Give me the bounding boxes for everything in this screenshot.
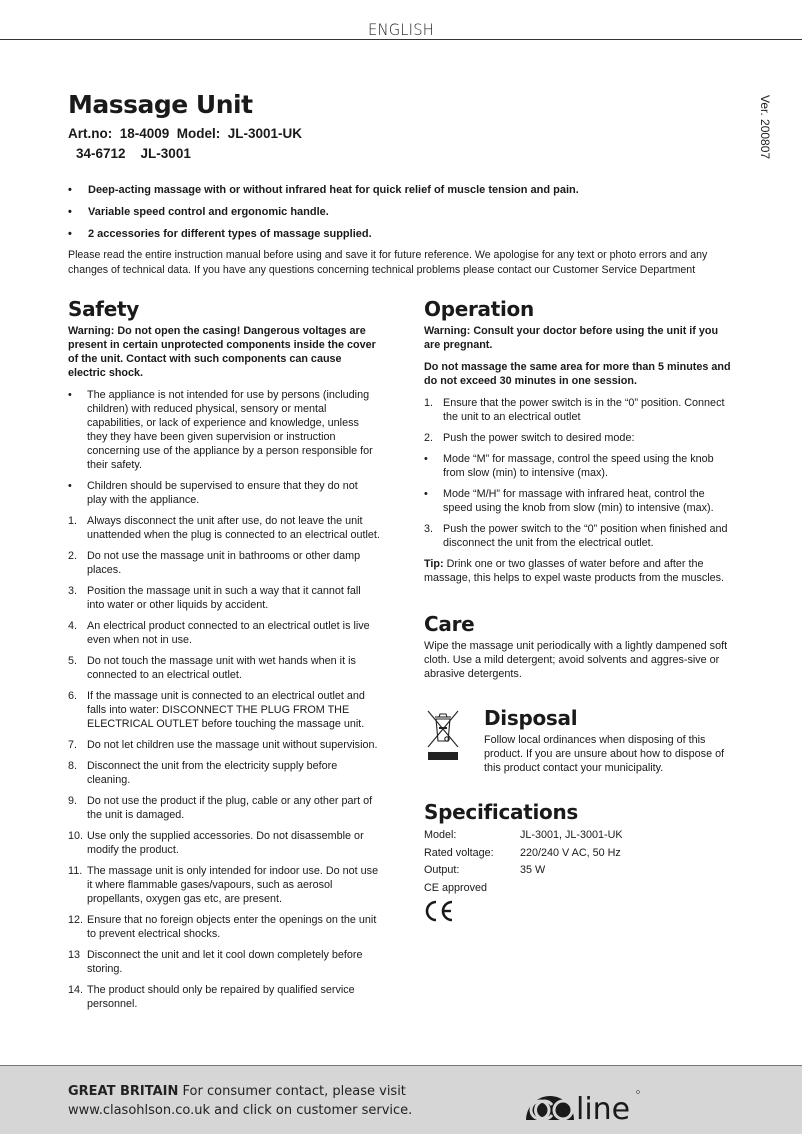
feature-item: • Deep-acting massage with or without infrared heat for quick relief of muscle tension and pain. — [68, 184, 579, 196]
operation-warning: Warning: Consult your doctor before using the unit if you are pregnant. Do not massage the same area for more than 5 minutes and do not exceed 30 minutes in one session. — [424, 325, 731, 387]
bullet-icon: • — [68, 184, 72, 196]
ce-approved-label: CE approved — [424, 881, 488, 894]
care-text: Wipe the massage unit periodically with a lightly dampened soft cloth. Use a mild detergent; avoid solvents and aggres-sive or abrasive detergents. — [424, 640, 728, 680]
disposal-heading: Disposal — [484, 706, 578, 730]
feature-item: • Variable speed control and ergonomic handle. — [68, 206, 329, 218]
safety-item: 7. Do not let children use the massage unit without supervision. — [68, 739, 378, 751]
care-section — [424, 611, 736, 681]
safety-item: 11. The massage unit is only intended for indoor use. Do not use it where flammable gases/vapours, such as aerosol propellants, oxygen gas etc, are present. — [68, 865, 379, 905]
consumer-contact-text: GREAT BRITAIN For consumer contact, please visit www.clasohlson.co.uk and click on customer service. — [68, 1084, 413, 1118]
specifications-table — [424, 827, 736, 897]
article-number-line-1: Art.no: 18-4009 Model: JL-3001-UK — [68, 126, 303, 141]
care-heading: Care — [424, 612, 475, 636]
bullet-icon: • — [68, 206, 72, 218]
safety-item: 14. The product should only be repaired by qualified service personnel. — [68, 984, 355, 1010]
operation-heading: Operation — [424, 297, 534, 321]
language-header: ENGLISH — [368, 20, 434, 39]
operation-step: 1. Ensure that the power switch is in the “0” position. Connect the unit to an electrical outlet — [424, 397, 725, 423]
intro-paragraph: Please read the entire instruction manual before using and save it for future reference. We apologise for any text or photo errors and any changes of technical data. If you have any questions concerning technical problems please contact our Customer Service Department — [68, 249, 708, 276]
bullet-icon: • — [68, 228, 72, 240]
safety-item: 8. Disconnect the unit from the electricity supply before cleaning. — [68, 760, 338, 786]
safety-item: 6. If the massage unit is connected to an electrical outlet and falls into water: DISCONNECT THE PLUG FROM THE ELECTRICAL OUTLET before touching the massage unit. — [68, 690, 365, 730]
footer — [0, 1066, 802, 1134]
safety-item: 13 Disconnect the unit and let it cool down completely before storing. — [68, 949, 363, 975]
article-number-line-2: 34-6712 JL-3001 — [76, 146, 191, 161]
weee-crossed-bin-icon — [426, 709, 460, 761]
disposal-text: Follow local ordinances when disposing of this product. If you are unsure about how to dispose of this product contact your municipality. — [484, 734, 725, 774]
specifications-heading: Specifications — [424, 800, 579, 824]
safety-warning: Warning: Do not open the casing! Dangerous voltages are present in certain unprotected components inside the cover of the unit. Contact with such components can cause electric shock. — [68, 325, 376, 379]
version-label: Ver. 200807 — [758, 95, 772, 160]
disposal-section — [424, 705, 736, 775]
safety-item: 10. Use only the supplied accessories. Do not disassemble or modify the product. — [68, 830, 364, 856]
safety-item: 9. Do not use the product if the plug, cable or any other part of the unit is damaged. — [68, 795, 373, 821]
safety-section — [68, 296, 380, 1018]
specifications-section — [424, 799, 736, 928]
svg-text:line: line — [576, 1092, 631, 1124]
operation-steps — [424, 396, 736, 550]
spec-row-voltage: Rated voltage: 220/240 V AC, 50 Hz — [424, 846, 621, 859]
coline-logo — [522, 1076, 646, 1124]
safety-item: 5. Do not touch the massage unit with wet hands when it is connected to an electrical outlet. — [68, 655, 356, 681]
safety-item: 3. Position the massage unit in such a way that it cannot fall into water or other liquids by accident. — [68, 585, 361, 611]
right-column — [424, 296, 736, 928]
operation-step: 2. Push the power switch to desired mode: — [424, 432, 635, 444]
safety-heading: Safety — [68, 297, 139, 321]
spec-row-model: Model: JL-3001, JL-3001-UK — [424, 829, 623, 841]
safety-item: • The appliance is not intended for use by persons (including children) with reduced physical, sensory or mental capabilities, or lack of experience and knowledge, unless they they have been given supervision or instruction concerning use of the appliance by a person responsible for their safety. — [68, 389, 373, 471]
safety-item: 4. An electrical product connected to an electrical outlet is live even when not in use. — [68, 620, 370, 646]
operation-step: 3. Push the power switch to the “0” position when finished and disconnect the unit from the electrical outlet. — [424, 523, 728, 549]
ce-mark-icon — [424, 899, 456, 923]
feature-item: • 2 accessories for different types of massage supplied. — [68, 228, 372, 240]
safety-item: 12. Ensure that no foreign objects enter the openings on the unit to prevent electrical shocks. — [68, 914, 377, 940]
product-title: Massage Unit — [68, 90, 253, 119]
operation-step: • Mode “M/H” for massage with infrared heat, control the speed using the knob from slow (min) to intensive (max). — [424, 488, 714, 514]
operation-section — [424, 296, 736, 585]
header-divider — [0, 39, 802, 40]
operation-step: • Mode “M” for massage, control the speed using the knob from slow (min) to intensive (max). — [424, 453, 714, 479]
feature-list — [68, 183, 748, 249]
safety-item: • Children should be supervised to ensure that they do not play with the appliance. — [68, 480, 358, 506]
safety-item: 1. Always disconnect the unit after use, do not leave the unit unattended when the plug is connected to an electrical outlet. — [68, 515, 380, 541]
spec-row-output: Output: 35 W — [424, 864, 546, 876]
safety-list — [68, 388, 380, 1011]
operation-tip: Tip: Drink one or two glasses of water before and after the massage, this helps to expel waste products from the muscles. — [424, 558, 725, 584]
safety-item: 2. Do not use the massage unit in bathrooms or other damp places. — [68, 550, 361, 576]
